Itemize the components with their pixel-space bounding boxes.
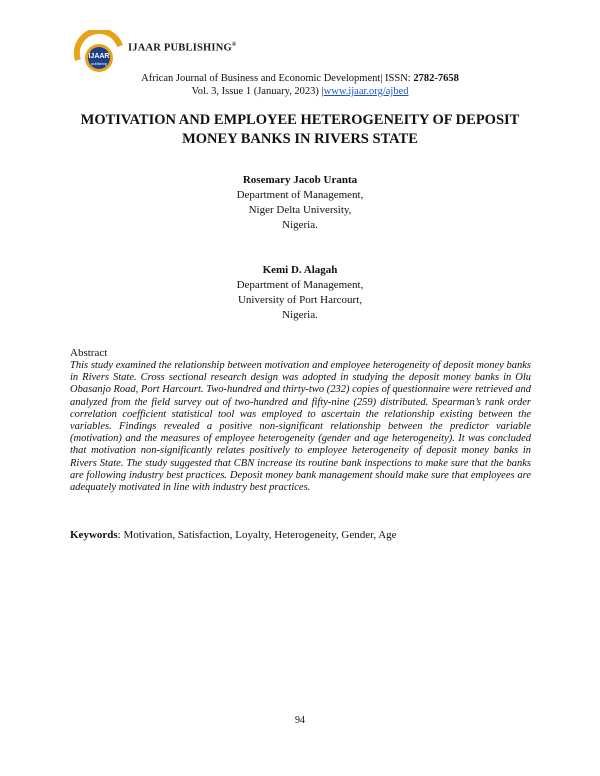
author-institution: Niger Delta University, [248, 204, 352, 216]
keywords-line [70, 529, 397, 541]
paper-title: MOTIVATION AND EMPLOYEE HETEROGENEITY OF DEPOSIT MONEY BANKS IN RIVERS STATE [80, 112, 520, 147]
author-country: Nigeria. [282, 219, 318, 231]
issn-label: ISSN: [385, 73, 411, 84]
issn-value: 2782-7658 [413, 73, 459, 84]
publisher-name: IJAAR PUBLISHING® [128, 42, 237, 54]
author-block-1 [0, 173, 600, 233]
author-department: Department of Management, [236, 279, 364, 291]
ijaar-logo-icon [72, 30, 132, 78]
keywords-label: Keywords [70, 529, 118, 541]
logo-subtext: publishing [91, 62, 107, 66]
journal-info [0, 72, 600, 98]
journal-line-1: African Journal of Business and Economic Development| ISSN: 2782-7658 [141, 73, 459, 84]
author-department: Department of Management, [236, 189, 364, 201]
author-name: Rosemary Jacob Uranta [242, 174, 358, 186]
author-name: Kemi D. Alagah [262, 264, 338, 276]
journal-website-link[interactable]: www.ijaar.org/ajbed [323, 86, 409, 97]
abstract-heading: Abstract [70, 347, 108, 359]
author-block-2 [0, 263, 600, 323]
author-country: Nigeria. [282, 309, 318, 321]
journal-name: African Journal of Business and Economic Development [141, 73, 381, 84]
logo-text: IJAAR [88, 53, 110, 60]
abstract-body: This study examined the relationship between motivation and employee heterogeneity of deposit money banks in Rivers State. Cross sectional research design was adopted in studying the deposit money banks in Olu Obasanjo Road, Port Harcourt. Two-hundred and thirty-two (232) copies of questionnaire were retrieved and analyzed from the field survey out of two-hundred and fifty-nine (259) distributed. Spearman’s rank order correlation coefficient statistical tool was employed to ascertain the relationship existing between the variables. Findings revealed a positive non-significant relationship between the predictor variable (motivation) and the measures of employee heterogeneity (gender and age heterogeneity). It was concluded that motivation non-significantly relates positively to employee heterogeneity of deposit money banks in Rivers State. The study suggested that CBN increase its routine bank inspections to make sure that the banks are following industry best practices. Deposit money bank management should make sure that employees are adequately motivated in line with industry best practices. [70, 360, 531, 494]
author-institution: University of Port Harcourt, [237, 294, 363, 306]
journal-line-2: Vol. 3, Issue 1 (January, 2023) |www.ijaar.org/ajbed [191, 86, 409, 97]
volume-issue: Vol. 3, Issue 1 (January, 2023) [191, 86, 319, 97]
page-number: 94 [295, 715, 305, 726]
publisher-logo [72, 30, 242, 78]
keywords-text: : Motivation, Satisfaction, Loyalty, Heterogeneity, Gender, Age [117, 529, 397, 541]
